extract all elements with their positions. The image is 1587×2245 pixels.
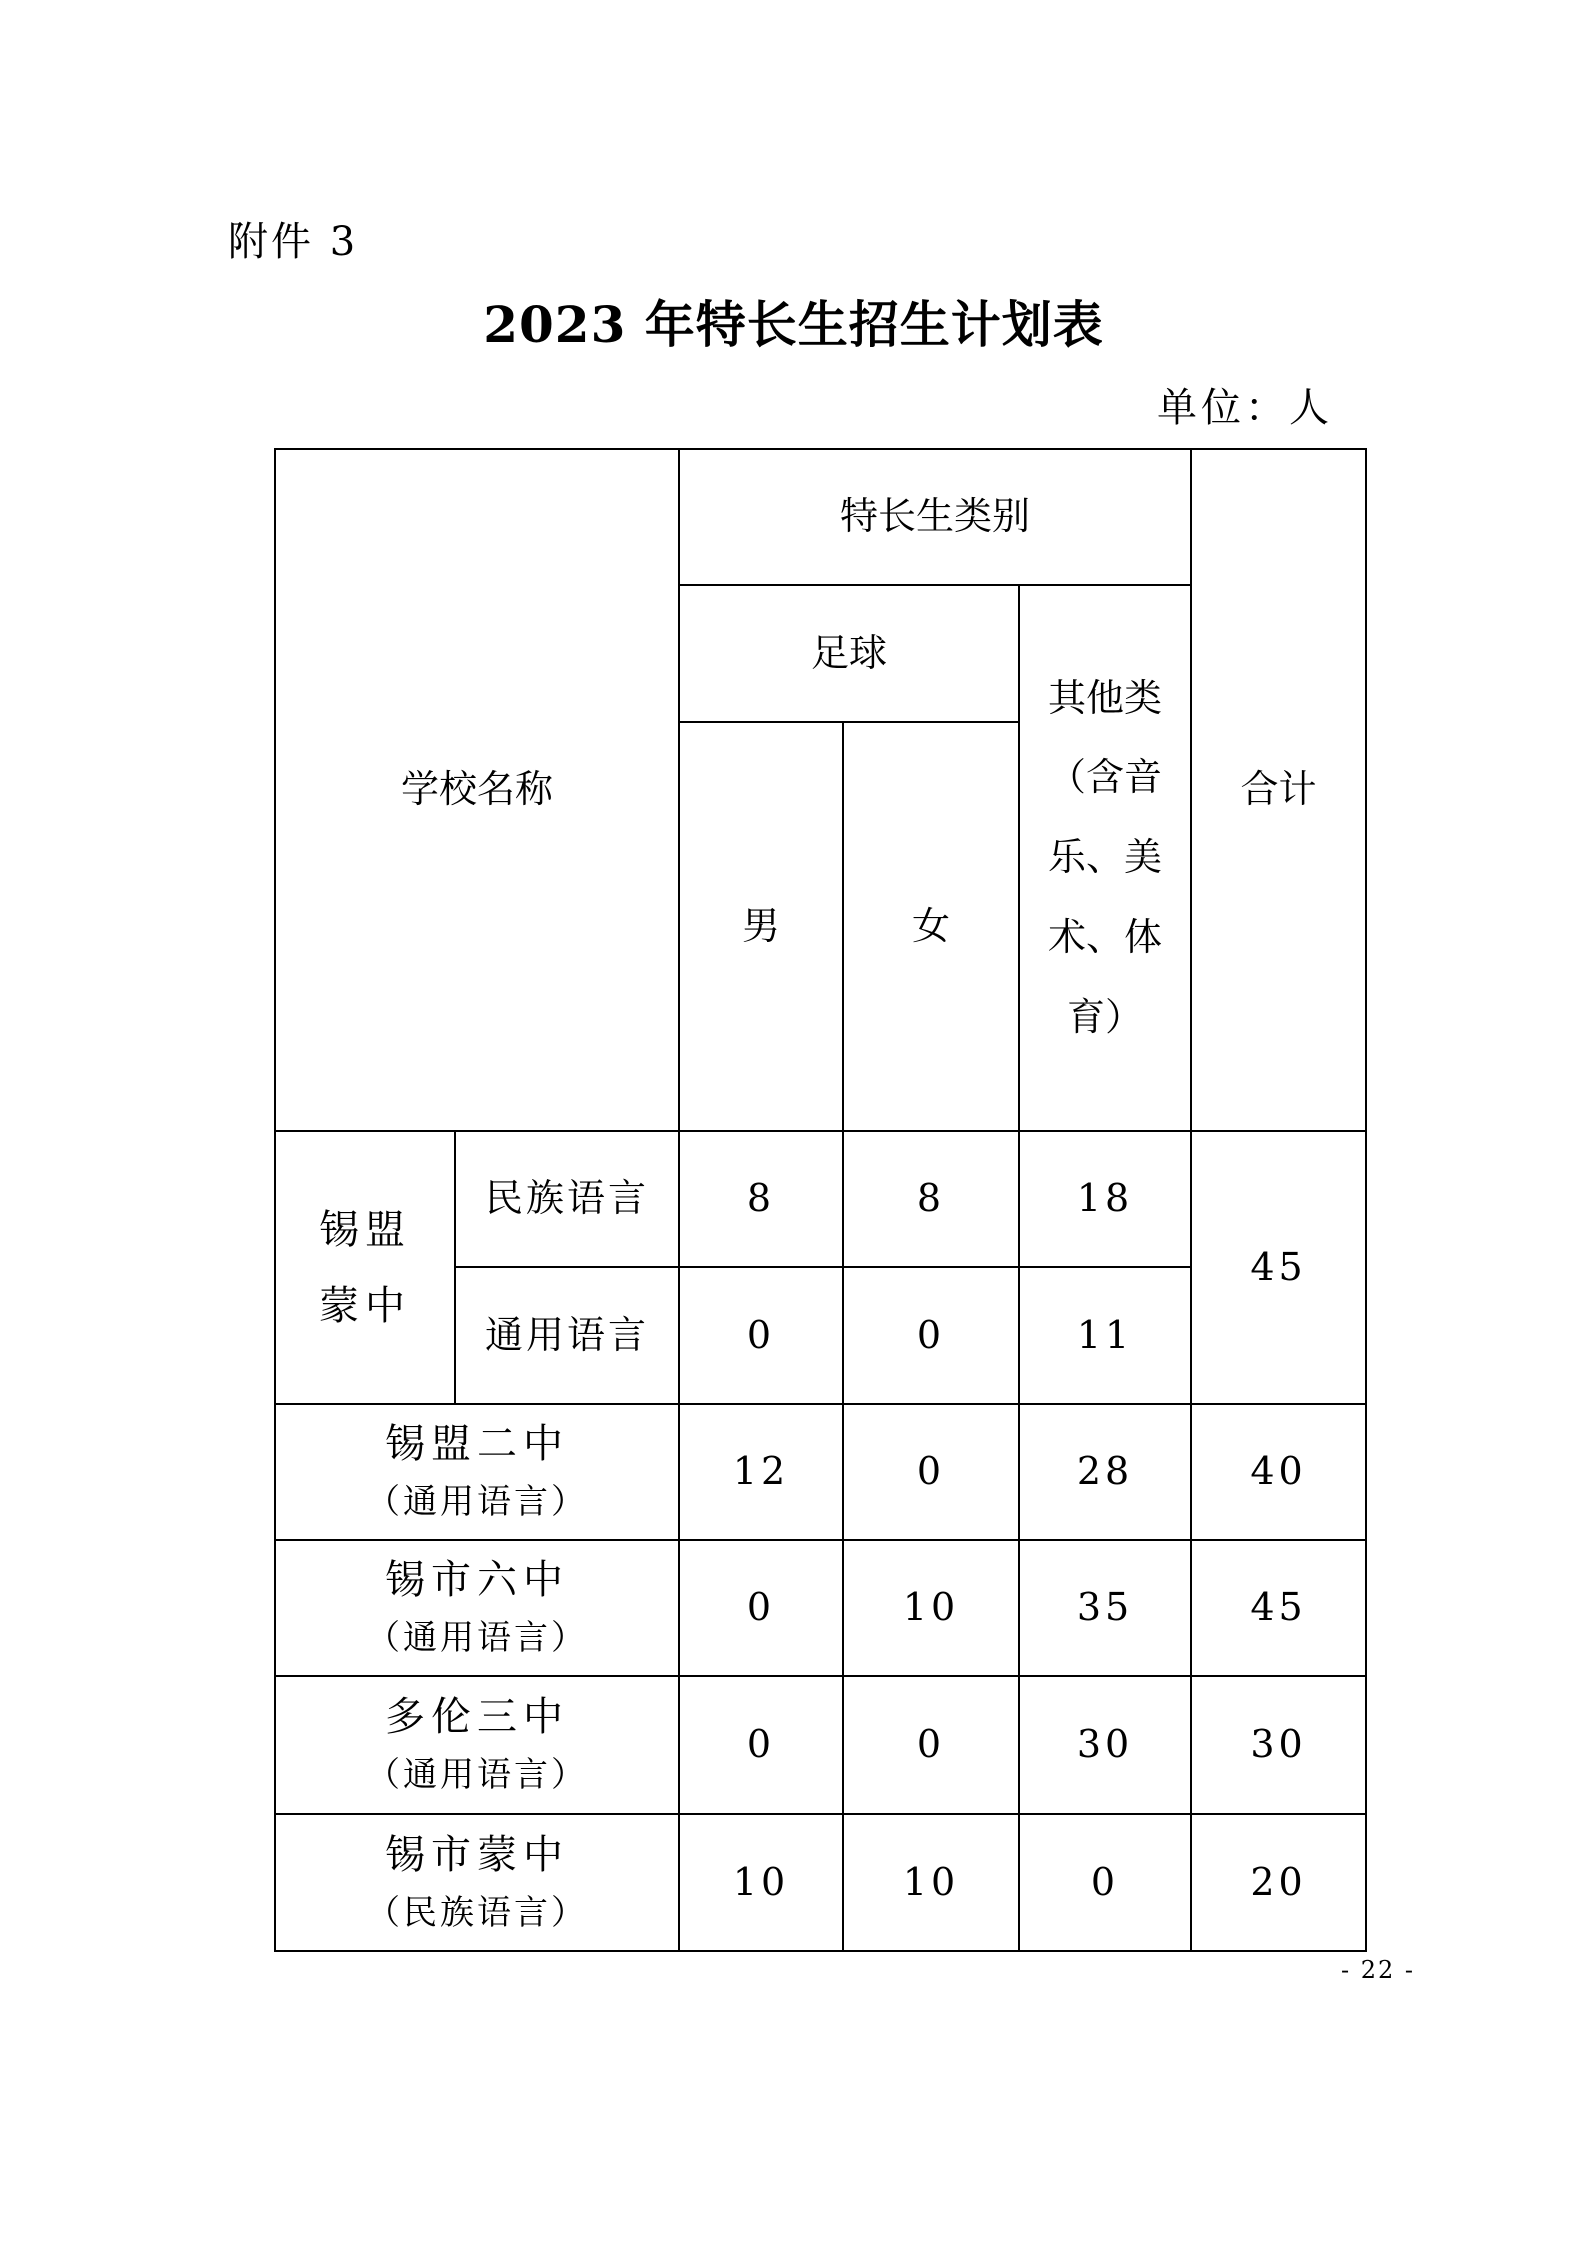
- unit-label: 单位：人: [1157, 385, 1333, 431]
- other-count-cell: 0: [1019, 1814, 1191, 1951]
- language-type-cell: 民族语言: [455, 1131, 679, 1267]
- attachment-label: 附件 3: [228, 219, 359, 265]
- male-count-cell: 0: [679, 1267, 843, 1404]
- school-name-cell: 锡盟蒙中: [275, 1131, 455, 1404]
- enrollment-plan-table: [274, 448, 1367, 1952]
- header-female: 女: [843, 722, 1019, 1131]
- total-count-cell: 40: [1191, 1404, 1366, 1540]
- female-count-cell: 10: [843, 1814, 1019, 1951]
- female-count-cell: 0: [843, 1267, 1019, 1404]
- header-specialty-category: 特长生类别: [679, 449, 1191, 585]
- total-count-cell: 45: [1191, 1540, 1366, 1676]
- other-count-cell: 11: [1019, 1267, 1191, 1404]
- other-count-cell: 28: [1019, 1404, 1191, 1540]
- male-count-cell: 12: [679, 1404, 843, 1540]
- male-count-cell: 0: [679, 1540, 843, 1676]
- school-name-cell: 锡盟二中（通用语言）: [275, 1404, 679, 1540]
- header-male: 男: [679, 722, 843, 1131]
- male-count-cell: 0: [679, 1676, 843, 1814]
- document-title: 2023 年特长生招生计划表: [483, 295, 1104, 354]
- header-total: 合计: [1191, 449, 1366, 1131]
- header-football: 足球: [679, 585, 1019, 722]
- female-count-cell: 0: [843, 1404, 1019, 1540]
- other-count-cell: 18: [1019, 1131, 1191, 1267]
- total-count-cell: 30: [1191, 1676, 1366, 1814]
- other-count-cell: 30: [1019, 1676, 1191, 1814]
- female-count-cell: 8: [843, 1131, 1019, 1267]
- school-name-cell: 锡市六中（通用语言）: [275, 1540, 679, 1676]
- male-count-cell: 10: [679, 1814, 843, 1951]
- female-count-cell: 10: [843, 1540, 1019, 1676]
- language-type-cell: 通用语言: [455, 1267, 679, 1404]
- school-name-cell: 多伦三中（通用语言）: [275, 1676, 679, 1814]
- header-other-category: 其他类（含音乐、美术、体育）: [1019, 585, 1191, 1131]
- school-name-cell: 锡市蒙中（民族语言）: [275, 1814, 679, 1951]
- total-count-cell: 20: [1191, 1814, 1366, 1951]
- page-number: - 22 -: [1340, 1956, 1415, 1984]
- header-school-name: 学校名称: [275, 449, 679, 1131]
- other-count-cell: 35: [1019, 1540, 1191, 1676]
- male-count-cell: 8: [679, 1131, 843, 1267]
- female-count-cell: 0: [843, 1676, 1019, 1814]
- total-count-cell: 45: [1191, 1131, 1366, 1404]
